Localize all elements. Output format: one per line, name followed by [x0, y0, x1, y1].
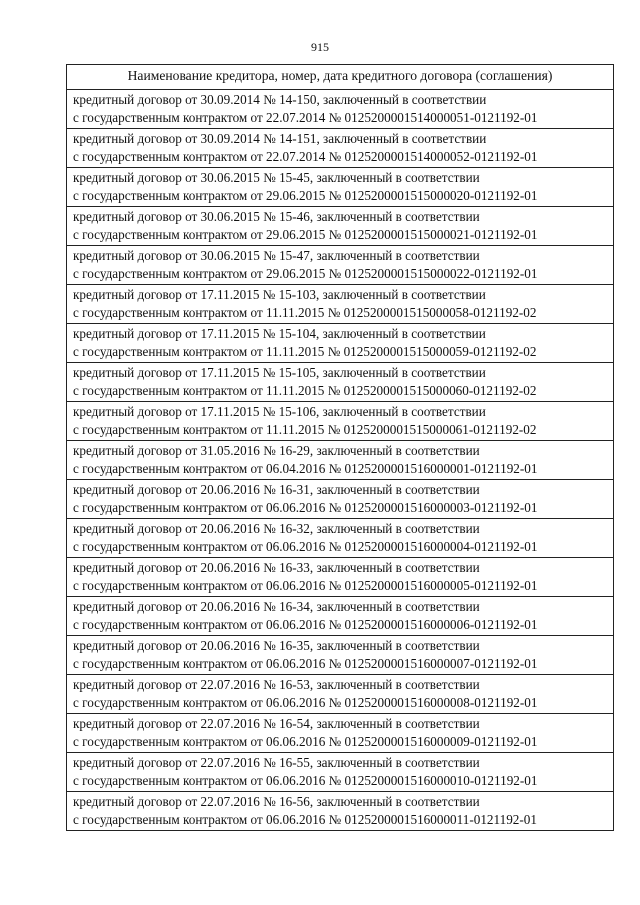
contract-line: кредитный договор от 17.11.2015 № 15-106, заключенный в соответствии: [73, 404, 486, 419]
state-contract-line: с государственным контрактом от 06.06.2016 № 0125200001516000009-0121192-01: [73, 734, 538, 749]
table-cell: [67, 363, 614, 402]
contract-line: кредитный договор от 31.05.2016 № 16-29, заключенный в соответствии: [73, 443, 480, 458]
table-cell: [67, 714, 614, 753]
table-row: [67, 168, 614, 207]
contract-line: кредитный договор от 17.11.2015 № 15-104, заключенный в соответствии: [73, 326, 486, 341]
table-row: [67, 285, 614, 324]
state-contract-line: с государственным контрактом от 11.11.2015 № 0125200001515000059-0121192-02: [73, 344, 537, 359]
contract-line: кредитный договор от 17.11.2015 № 15-103, заключенный в соответствии: [73, 287, 486, 302]
contract-line: кредитный договор от 22.07.2016 № 16-56, заключенный в соответствии: [73, 794, 480, 809]
table-cell: [67, 753, 614, 792]
table-row: [67, 207, 614, 246]
table-header-row: [67, 65, 614, 90]
table-row: [67, 558, 614, 597]
column-header: Наименование кредитора, номер, дата кредитного договора (соглашения): [67, 65, 614, 90]
contract-line: кредитный договор от 30.06.2015 № 15-47, заключенный в соответствии: [73, 248, 480, 263]
table-row: [67, 90, 614, 129]
table-cell: [67, 675, 614, 714]
state-contract-line: с государственным контрактом от 06.06.2016 № 0125200001516000005-0121192-01: [73, 578, 538, 593]
contract-line: кредитный договор от 30.09.2014 № 14-150, заключенный в соответствии: [73, 92, 487, 107]
contract-line: кредитный договор от 22.07.2016 № 16-54, заключенный в соответствии: [73, 716, 480, 731]
creditor-table: [66, 64, 614, 831]
table-row: [67, 792, 614, 831]
contract-line: кредитный договор от 20.06.2016 № 16-32, заключенный в соответствии: [73, 521, 480, 536]
table-cell: [67, 636, 614, 675]
table-cell: [67, 207, 614, 246]
table-cell: [67, 90, 614, 129]
table-cell: [67, 246, 614, 285]
contract-line: кредитный договор от 30.06.2015 № 15-46, заключенный в соответствии: [73, 209, 480, 224]
state-contract-line: с государственным контрактом от 11.11.2015 № 0125200001515000060-0121192-02: [73, 383, 537, 398]
state-contract-line: с государственным контрактом от 29.06.2015 № 0125200001515000021-0121192-01: [73, 227, 538, 242]
table-row: [67, 519, 614, 558]
table-row: [67, 363, 614, 402]
table-cell: [67, 480, 614, 519]
table-cell: [67, 441, 614, 480]
table-body: [67, 90, 614, 831]
table-row: [67, 324, 614, 363]
contract-line: кредитный договор от 20.06.2016 № 16-31, заключенный в соответствии: [73, 482, 480, 497]
table-cell: [67, 558, 614, 597]
contract-line: кредитный договор от 30.06.2015 № 15-45, заключенный в соответствии: [73, 170, 480, 185]
contract-line: кредитный договор от 22.07.2016 № 16-55, заключенный в соответствии: [73, 755, 480, 770]
table-row: [67, 636, 614, 675]
table-row: [67, 129, 614, 168]
state-contract-line: с государственным контрактом от 29.06.2015 № 0125200001515000020-0121192-01: [73, 188, 538, 203]
table-row: [67, 246, 614, 285]
state-contract-line: с государственным контрактом от 06.06.2016 № 0125200001516000011-0121192-01: [73, 812, 537, 827]
contract-line: кредитный договор от 30.09.2014 № 14-151, заключенный в соответствии: [73, 131, 487, 146]
page-number: 915: [311, 40, 329, 54]
state-contract-line: с государственным контрактом от 22.07.2014 № 0125200001514000051-0121192-01: [73, 110, 538, 125]
state-contract-line: с государственным контрактом от 06.06.2016 № 0125200001516000010-0121192-01: [73, 773, 538, 788]
table-row: [67, 597, 614, 636]
table-row: [67, 441, 614, 480]
state-contract-line: с государственным контрактом от 06.06.2016 № 0125200001516000007-0121192-01: [73, 656, 538, 671]
table-row: [67, 402, 614, 441]
table-cell: [67, 168, 614, 207]
state-contract-line: с государственным контрактом от 06.06.2016 № 0125200001516000004-0121192-01: [73, 539, 538, 554]
table-cell: [67, 324, 614, 363]
contract-line: кредитный договор от 17.11.2015 № 15-105, заключенный в соответствии: [73, 365, 486, 380]
table-cell: [67, 597, 614, 636]
state-contract-line: с государственным контрактом от 06.04.2016 № 0125200001516000001-0121192-01: [73, 461, 538, 476]
state-contract-line: с государственным контрактом от 06.06.2016 № 0125200001516000003-0121192-01: [73, 500, 538, 515]
state-contract-line: с государственным контрактом от 06.06.2016 № 0125200001516000008-0121192-01: [73, 695, 538, 710]
state-contract-line: с государственным контрактом от 22.07.2014 № 0125200001514000052-0121192-01: [73, 149, 538, 164]
contract-line: кредитный договор от 20.06.2016 № 16-34, заключенный в соответствии: [73, 599, 480, 614]
table-row: [67, 714, 614, 753]
contract-line: кредитный договор от 20.06.2016 № 16-33, заключенный в соответствии: [73, 560, 480, 575]
table-row: [67, 753, 614, 792]
state-contract-line: с государственным контрактом от 29.06.2015 № 0125200001515000022-0121192-01: [73, 266, 538, 281]
state-contract-line: с государственным контрактом от 11.11.2015 № 0125200001515000058-0121192-02: [73, 305, 537, 320]
contract-line: кредитный договор от 22.07.2016 № 16-53, заключенный в соответствии: [73, 677, 480, 692]
table-cell: [67, 129, 614, 168]
table-cell: [67, 519, 614, 558]
table-cell: [67, 402, 614, 441]
table-row: [67, 480, 614, 519]
state-contract-line: с государственным контрактом от 11.11.2015 № 0125200001515000061-0121192-02: [73, 422, 537, 437]
table-cell: [67, 792, 614, 831]
table-cell: [67, 285, 614, 324]
contract-line: кредитный договор от 20.06.2016 № 16-35, заключенный в соответствии: [73, 638, 480, 653]
state-contract-line: с государственным контрактом от 06.06.2016 № 0125200001516000006-0121192-01: [73, 617, 538, 632]
table-row: [67, 675, 614, 714]
